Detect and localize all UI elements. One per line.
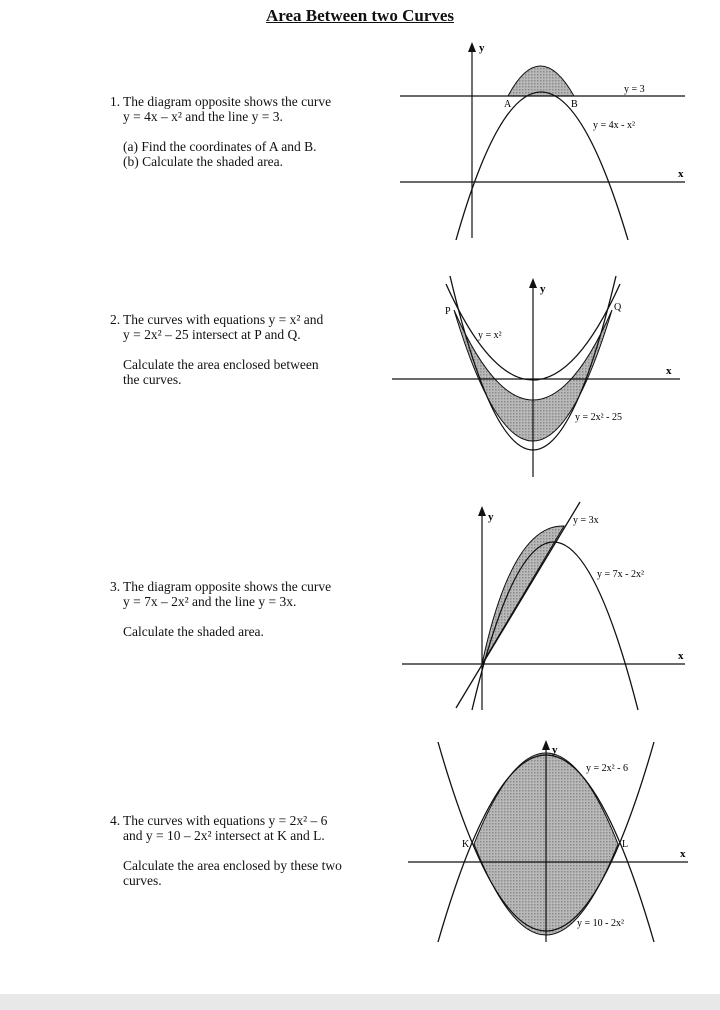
- diagram-4: [390, 736, 700, 948]
- x-axis-label: x: [678, 168, 684, 180]
- question-text-line: the curves.: [123, 372, 182, 387]
- point-l-label: L: [622, 839, 629, 850]
- question-2: [110, 312, 380, 402]
- question-text-line: The diagram opposite shows the curve: [123, 94, 332, 109]
- question-text-line: The curves with equations y = 2x² – 6: [123, 813, 328, 828]
- y-axis-arrow: [478, 506, 486, 516]
- question-number: 2.: [110, 312, 121, 327]
- question-text-line: curves.: [123, 873, 162, 888]
- x-axis-label: x: [678, 650, 684, 662]
- question-text-line: y = 7x – 2x² and the line y = 3x.: [123, 594, 297, 609]
- point-b-label: B: [571, 99, 578, 110]
- question-part-b: (b) Calculate the shaded area.: [123, 154, 284, 169]
- question-part-a: (a) Find the coordinates of A and B.: [123, 139, 317, 154]
- x-axis-label: x: [680, 848, 686, 860]
- question-4: [110, 813, 380, 903]
- y-axis-arrow: [529, 278, 537, 288]
- question-number: 1.: [110, 94, 121, 109]
- question-text-line: and y = 10 – 2x² intersect at K and L.: [123, 828, 325, 843]
- point-q-label: Q: [614, 302, 622, 313]
- question-1: [110, 94, 380, 184]
- line-label: y = 3: [624, 84, 645, 95]
- bottom-bar: [0, 994, 720, 1010]
- diagram-1: [390, 38, 700, 248]
- question-number: 3.: [110, 579, 121, 594]
- question-text-line: The curves with equations y = x² and: [123, 312, 324, 327]
- curve1-label: y = 2x² - 6: [586, 763, 628, 774]
- curve2-label: y = 10 - 2x²: [577, 918, 624, 929]
- question-text-line: y = 4x – x² and the line y = 3.: [123, 109, 283, 124]
- point-k-label: K: [462, 839, 470, 850]
- question-text-line: Calculate the shaded area.: [123, 624, 264, 639]
- page-title: Area Between two Curves: [265, 6, 455, 25]
- point-a-label: A: [504, 99, 512, 110]
- y-axis-label: y: [540, 283, 546, 295]
- curve-label: y = 7x - 2x²: [597, 569, 644, 580]
- parabola-curve: [456, 92, 628, 240]
- y-axis-arrow: [542, 740, 550, 750]
- y-axis-arrow: [468, 42, 476, 52]
- x-axis-label: x: [666, 365, 672, 377]
- line-y-3x: [456, 502, 580, 708]
- diagram-2: [390, 272, 700, 482]
- curve-label: y = 4x - x²: [593, 120, 635, 131]
- y-axis-label: y: [488, 511, 494, 523]
- question-text-line: y = 2x² – 25 intersect at P and Q.: [123, 327, 301, 342]
- diagram-3: [390, 502, 700, 712]
- question-text-line: Calculate the area enclosed between: [123, 357, 319, 372]
- question-number: 4.: [110, 813, 121, 828]
- curve1-label: y = x²: [478, 330, 502, 341]
- curve2-label: y = 2x² - 25: [575, 412, 622, 423]
- question-text-line: The diagram opposite shows the curve: [123, 579, 332, 594]
- question-3: [110, 579, 380, 654]
- y-axis-label: y: [552, 744, 558, 756]
- y-axis-label: y: [479, 42, 485, 54]
- question-text-line: Calculate the area enclosed by these two: [123, 858, 342, 873]
- line-label: y = 3x: [573, 515, 599, 526]
- point-p-label: P: [445, 306, 451, 317]
